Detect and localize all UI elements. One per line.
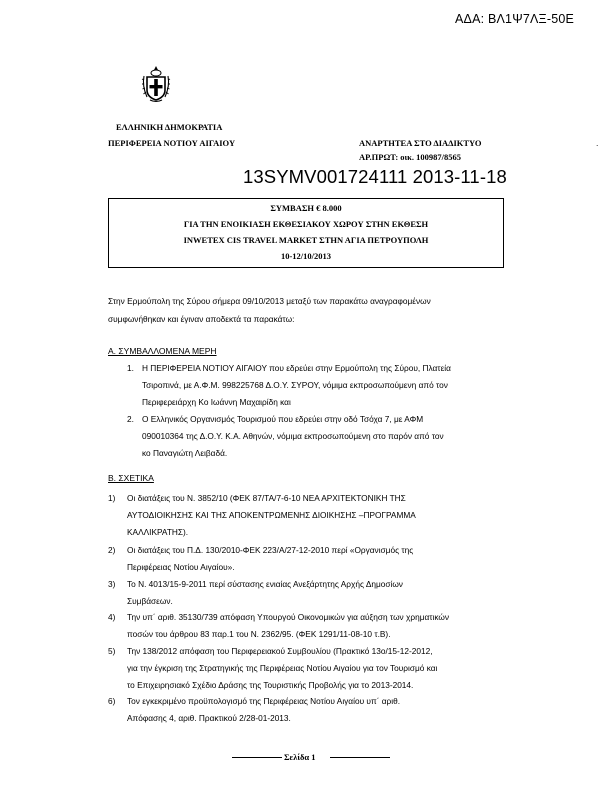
section-b-item-2-line-1: Οι διατάξεις του Π.Δ. 130/2010-ΦΕΚ 223/Α/27-12-2010 περί «Οργανισμός της <box>127 545 414 555</box>
section-a-item-2-line-1: Ο Ελληνικός Οργανισμός Τουρισμού που εδρεύει στην οδό Τσόχα 7, με ΑΦΜ <box>142 414 424 424</box>
section-b-item-3-num: 3) <box>108 579 116 589</box>
section-b-item-4-line-1: Την υπ΄ αριθ. 35130/739 απόφαση Υπουργού Οικονομικών για αύξηση των χρηματικών <box>127 612 450 622</box>
section-b-item-6-num: 6) <box>108 696 116 706</box>
section-b-item-3-line-2: Συμβάσεων. <box>127 596 173 606</box>
section-b-item-2-num: 2) <box>108 545 116 555</box>
intro-line-2: συμφωνήθηκαν και έγιναν αποδεκτά τα παρακάτω: <box>108 314 295 324</box>
header-country: ΕΛΛΗΝΙΚΗ ΔΗΜΟΚΡΑΤΙΑ <box>116 122 223 132</box>
section-a-item-1-line-1: Η ΠΕΡΙΦΕΡΕΙΑ ΝΟΤΙΟΥ ΑΙΓΑΙΟΥ που εδρεύει στην Ερμούπολη της Σύρου, Πλατεία <box>142 363 451 373</box>
section-b-item-2-line-2: Περιφέρειας Νοτίου Αιγαίου». <box>127 562 235 572</box>
header-dot: . <box>596 138 599 148</box>
section-b-item-6-line-2: Απόφασης 4, αριθ. Πρακτικού 2/28-01-2013. <box>127 713 291 723</box>
footer-rule-right <box>330 757 390 758</box>
section-a-item-2-num: 2. <box>127 414 134 424</box>
contract-title-line-3: INWETEX CIS TRAVEL MARKET ΣΤΗΝ ΑΓΙΑ ΠΕΤΡΟΥΠΟΛΗ <box>183 235 429 245</box>
document-id: 13SYMV001724111 2013-11-18 <box>243 166 507 187</box>
header-protocol-number: ΑΡ.ΠΡΩΤ: οικ. 100987/8565 <box>359 152 462 162</box>
section-b-item-6-line-1: Τον εγκεκριμένο προϋπολογισμό της Περιφέρειας Νοτίου Αιγαίου υπ΄ αριθ. <box>127 696 401 706</box>
section-b-item-1-line-1: Οι διατάξεις του Ν. 3852/10 (ΦΕΚ 87/ΤΑ/7-6-10 ΝΕΑ ΑΡΧΙΤΕΚΤΟΝΙΚΗ ΤΗΣ <box>127 493 406 503</box>
section-b-item-1-num: 1) <box>108 493 116 503</box>
section-b-heading: Β. ΣΧΕΤΙΚΑ <box>108 473 154 483</box>
ada-code: ΑΔΑ: ΒΛ1Ψ7ΛΞ-50Ε <box>455 12 575 26</box>
footer-rule-left <box>232 757 282 758</box>
header-region: ΠΕΡΙΦΕΡΕΙΑ ΝΟΤΙΟΥ ΑΙΓΑΙΟΥ <box>108 138 236 148</box>
section-b-item-5-num: 5) <box>108 646 116 656</box>
section-a-item-1-line-2: Τσιροπινά, με Α.Φ.Μ. 998225768 Δ.Ο.Υ. ΣΥΡΟΥ, νόμιμα εκπροσωπούμενη από τον <box>142 380 448 390</box>
section-b-item-1-line-2: ΑΥΤΟΔΙΟΙΚΗΣΗΣ ΚΑΙ ΤΗΣ ΑΠΟΚΕΝΤΡΩΜΕΝΗΣ ΔΙΟΙΚΗΣΗΣ –ΠΡΟΓΡΑΜΜΑ <box>127 510 416 520</box>
section-a-item-2-line-2: 090010364 της Δ.Ο.Υ. Κ.Α. Αθηνών, νόμιμα εκπροσωπούμενη στο παρόν από τον <box>142 431 444 441</box>
section-b-item-4-num: 4) <box>108 612 116 622</box>
section-a-heading: Α. ΣΥΜΒΑΛΛΟΜΕΝΑ ΜΕΡΗ <box>108 346 217 356</box>
section-b-item-5-line-1: Την 138/2012 απόφαση του Περιφερειακού Συμβουλίου (Πρακτικό 13ο/15-12-2012, <box>127 646 433 656</box>
section-a-item-1-num: 1. <box>127 363 134 373</box>
contract-title-line-2: ΓΙΑ ΤΗΝ ΕΝΟΙΚΙΑΣΗ ΕΚΘΕΣΙΑΚΟΥ ΧΩΡΟΥ ΣΤΗΝ ΕΚΘΕΣΗ <box>183 219 429 229</box>
contract-title-line-1: ΣΥΜΒΑΣΗ € 8.000 <box>270 203 342 213</box>
section-b-item-5-line-3: το Επιχειρησιακό Σχέδιο Δράσης της Τουριστικής Προβολής για το 2013-2014. <box>127 680 414 690</box>
section-b-item-4-line-2: ποσών του άρθρου 83 παρ.1 του Ν. 2362/95. (ΦΕΚ 1291/11-08-10 τ.Β). <box>127 629 391 639</box>
contract-title-box <box>108 198 504 268</box>
section-a-item-2-line-3: κο Παναγιώτη Λειβαδά. <box>142 448 228 458</box>
section-b-item-1-line-3: ΚΑΛΛΙΚΡΑΤΗΣ). <box>127 527 189 537</box>
contract-title-line-4: 10-12/10/2013 <box>280 251 332 261</box>
header-publish-notice: ΑΝΑΡΤΗΤΕΑ ΣΤΟ ΔΙΑΔΙΚΤΥΟ <box>359 138 482 148</box>
section-a-item-1-line-3: Περιφερειάρχη Κο Ιωάννη Μαχαιρίδη και <box>142 397 291 407</box>
intro-line-1: Στην Ερμούπολη της Σύρου σήμερα 09/10/2013 μεταξύ των παρακάτω αναγραφομένων <box>108 296 431 306</box>
page-number: Σελίδα 1 <box>284 752 316 762</box>
section-b-item-3-line-1: Το Ν. 4013/15-9-2011 περί σύστασης ενιαίας Ανεξάρτητης Αρχής Δημοσίων <box>127 579 403 589</box>
coat-of-arms-icon <box>141 64 171 104</box>
section-b-item-5-line-2: για την έγκριση της Στρατηγικής της Περιφέρειας Νοτίου Αιγαίου για τον Τουρισμό και <box>127 663 438 673</box>
